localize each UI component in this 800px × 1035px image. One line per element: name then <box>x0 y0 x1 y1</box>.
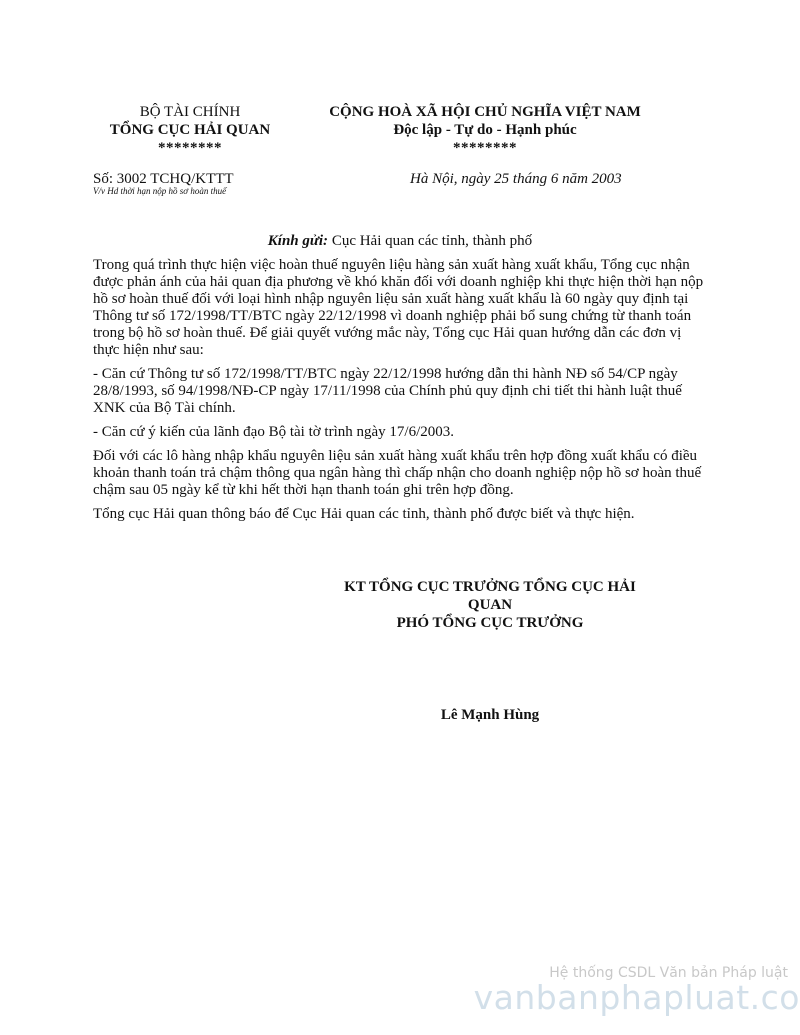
body-paragraph: Trong quá trình thực hiện việc hoàn thuế nguyên liệu hàng sản xuất hàng xuất khẩu, Tổng cục nhận được phản ánh của hải quan địa phương về khó khăn đối với doanh nghiệp khi thực hiện thời hạn nộp hồ sơ hoàn thuế đối với loại hình nhập nguyên liệu sản xuất hàng xuất khẩu là 60 ngày quy định tại Thông tư số 172/1998/TT/BTC ngày 22/12/1998 vì doanh nghiệp phải bổ sung chứng từ thanh toán trong bộ hồ sơ hoàn thuế. Để giải quyết vướng mắc này, Tổng cục Hải quan hướng dẫn các đơn vị thực hiện như sau: <box>93 257 704 358</box>
national-motto: Độc lập - Tự do - Hạnh phúc <box>393 122 577 138</box>
document-number: Số: 3002 TCHQ/KTTT <box>93 171 234 187</box>
recipient-label: Kính gửi: <box>267 233 329 249</box>
signature-title-line: KT TỔNG CỤC TRƯỞNG TỔNG CỤC HẢI <box>344 579 636 595</box>
body-paragraph: Tổng cục Hải quan thông báo để Cục Hải quan các tỉnh, thành phố được biết và thực hiện. <box>93 506 635 522</box>
body-paragraph: Đối với các lô hàng nhập khẩu nguyên liệu sản xuất hàng xuất khẩu trên hợp đồng xuất khẩu có điều khoản thanh toán trả chậm thông qua ngân hàng thì chấp nhận cho doanh nghiệp nộp hồ sơ hoàn thuế chậm sau 05 ngày kể từ khi hết thời hạn thanh toán ghi trên hợp đồng. <box>93 448 702 498</box>
watermark-caption: Hệ thống CSDL Văn bản Pháp luật <box>549 965 788 981</box>
document-body <box>93 257 705 530</box>
document-subject: V/v Hd thời hạn nộp hồ sơ hoàn thuế <box>93 186 227 196</box>
body-paragraph: - Căn cứ Thông tư số 172/1998/TT/BTC ngày 22/12/1998 hướng dẫn thi hành NĐ số 54/CP ngày 28/8/1993, số 94/1998/NĐ-CP ngày 17/11/1998 của Chính phủ quy định chi tiết thi hành luật thuế XNK của Bộ Tài chính. <box>93 366 682 416</box>
signature-title-line: PHÓ TỔNG CỤC TRƯỞNG <box>396 615 584 631</box>
national-title-block <box>285 103 685 157</box>
recipient-line <box>0 232 800 250</box>
ministry-name: BỘ TÀI CHÍNH <box>139 104 241 120</box>
recipient-value: Cục Hải quan các tỉnh, thành phố <box>328 233 533 249</box>
signature-title-line: QUAN <box>467 597 513 613</box>
signature-title <box>300 578 680 632</box>
issuing-agency-block <box>95 103 285 157</box>
header-left-stars: ******** <box>158 140 222 156</box>
agency-name: TỔNG CỤC HẢI QUAN <box>109 122 271 138</box>
country-name: CỘNG HOÀ XÃ HỘI CHỦ NGHĨA VIỆT NAM <box>329 104 641 120</box>
header-right-stars: ******** <box>453 140 517 156</box>
signer-name: Lê Mạnh Hùng <box>440 707 540 723</box>
body-paragraph: - Căn cứ ý kiến của lãnh đạo Bộ tài tờ trình ngày 17/6/2003. <box>93 424 454 440</box>
watermark-site: vanbanphapluat.co <box>473 978 800 1017</box>
place-and-date: Hà Nội, ngày 25 tháng 6 năm 2003 <box>410 171 622 187</box>
